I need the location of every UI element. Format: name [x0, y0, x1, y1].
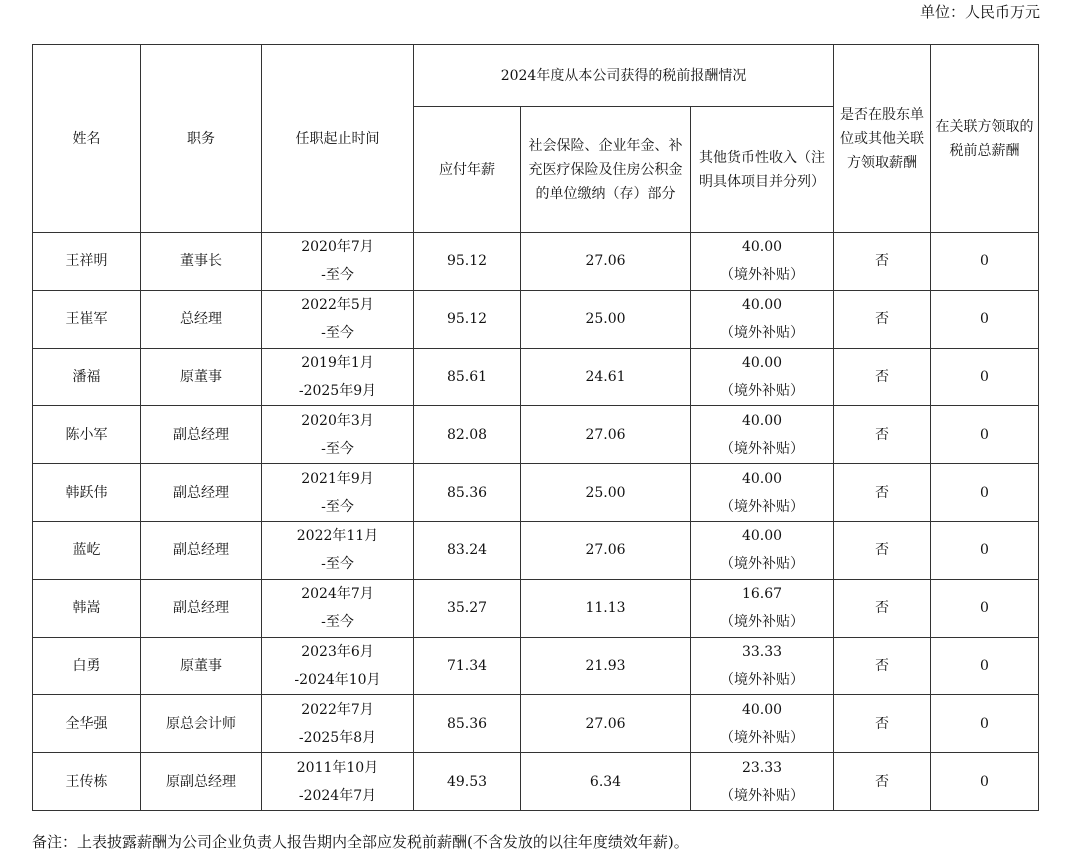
- cell-related-total: 0: [931, 464, 1039, 522]
- cell-other-income-line-1: 40.00: [741, 470, 783, 487]
- table-row: [33, 753, 1039, 811]
- table-header: [33, 45, 1039, 233]
- header-related-total: 在关联方领取的税前总薪酬: [931, 45, 1039, 233]
- cell-tenure-line-2: -至今: [321, 614, 354, 631]
- cell-tenure: [262, 579, 414, 637]
- cell-salary: 71.34: [414, 637, 521, 695]
- cell-name: 白勇: [33, 637, 141, 695]
- cell-tenure: [262, 521, 414, 579]
- cell-tenure-line-2: -2025年9月: [298, 382, 377, 399]
- cell-related-total: 0: [931, 521, 1039, 579]
- cell-shareholder-pay: 否: [834, 753, 931, 811]
- cell-name: 全华强: [33, 695, 141, 753]
- cell-name: 潘福: [33, 348, 141, 406]
- header-name: 姓名: [33, 45, 141, 233]
- cell-salary: 83.24: [414, 521, 521, 579]
- cell-other-income: [691, 406, 834, 464]
- cell-other-income-line-2: （境外补贴）: [720, 382, 804, 399]
- cell-tenure-line-2: -2025年8月: [298, 729, 377, 746]
- header-insurance: 社会保险、企业年金、补充医疗保险及住房公积金的单位缴纳（存）部分: [521, 107, 691, 233]
- cell-position: 副总经理: [141, 521, 262, 579]
- table-row: [33, 464, 1039, 522]
- cell-other-income-line-1: 23.33: [741, 759, 783, 776]
- cell-other-income: [691, 233, 834, 291]
- cell-position: 副总经理: [141, 579, 262, 637]
- cell-insurance: 27.06: [521, 233, 691, 291]
- cell-shareholder-pay: 否: [834, 348, 931, 406]
- cell-tenure-line-1: 2024年7月: [301, 586, 374, 603]
- cell-related-total: 0: [931, 406, 1039, 464]
- cell-other-income-line-2: （境外补贴）: [720, 729, 804, 746]
- cell-shareholder-pay: 否: [834, 579, 931, 637]
- cell-insurance: 25.00: [521, 290, 691, 348]
- cell-related-total: 0: [931, 233, 1039, 291]
- cell-position: 副总经理: [141, 406, 262, 464]
- table-row: [33, 348, 1039, 406]
- cell-position: 副总经理: [141, 464, 262, 522]
- header-tenure: 任职起止时间: [262, 45, 414, 233]
- cell-insurance: 21.93: [521, 637, 691, 695]
- cell-name: 王祥明: [33, 233, 141, 291]
- cell-position: 总经理: [141, 290, 262, 348]
- header-other-income: 其他货币性收入（注明具体项目并分列）: [691, 107, 834, 233]
- cell-salary: 85.36: [414, 464, 521, 522]
- table-row: [33, 406, 1039, 464]
- cell-position: 原董事: [141, 348, 262, 406]
- cell-other-income-line-2: （境外补贴）: [720, 325, 804, 342]
- cell-other-income-line-2: （境外补贴）: [720, 671, 804, 688]
- cell-name: 蓝屹: [33, 521, 141, 579]
- cell-related-total: 0: [931, 753, 1039, 811]
- cell-other-income-line-1: 40.00: [741, 412, 783, 429]
- cell-other-income: [691, 521, 834, 579]
- footnote: 备注：上表披露薪酬为公司企业负责人报告期内全部应发税前薪酬(不含发放的以往年度绩效年薪)。: [32, 833, 689, 851]
- cell-other-income: [691, 290, 834, 348]
- cell-other-income: [691, 695, 834, 753]
- cell-tenure-line-2: -至今: [321, 440, 354, 457]
- cell-related-total: 0: [931, 290, 1039, 348]
- cell-position: 原副总经理: [141, 753, 262, 811]
- header-position: 职务: [141, 45, 262, 233]
- cell-shareholder-pay: 否: [834, 233, 931, 291]
- table-row: [33, 233, 1039, 291]
- unit-label: 单位：人民币万元: [919, 3, 1040, 21]
- cell-related-total: 0: [931, 637, 1039, 695]
- header-compensation-group: 2024年度从本公司获得的税前报酬情况: [414, 45, 834, 107]
- cell-other-income-line-2: （境外补贴）: [720, 556, 804, 573]
- cell-other-income-line-2: （境外补贴）: [720, 440, 804, 457]
- cell-salary: 35.27: [414, 579, 521, 637]
- cell-tenure-line-1: 2021年9月: [301, 470, 374, 487]
- cell-other-income: [691, 348, 834, 406]
- cell-salary: 85.36: [414, 695, 521, 753]
- cell-shareholder-pay: 否: [834, 290, 931, 348]
- cell-tenure: [262, 695, 414, 753]
- cell-related-total: 0: [931, 695, 1039, 753]
- cell-related-total: 0: [931, 348, 1039, 406]
- table-row: [33, 637, 1039, 695]
- header-shareholder-pay: 是否在股东单位或其他关联方领取薪酬: [834, 45, 931, 233]
- cell-related-total: 0: [931, 579, 1039, 637]
- cell-insurance: 6.34: [521, 753, 691, 811]
- header-salary: 应付年薪: [414, 107, 521, 233]
- cell-name: 王传栋: [33, 753, 141, 811]
- cell-tenure: [262, 290, 414, 348]
- cell-insurance: 24.61: [521, 348, 691, 406]
- cell-tenure: [262, 464, 414, 522]
- cell-position: 董事长: [141, 233, 262, 291]
- cell-tenure-line-2: -2024年10月: [294, 671, 381, 688]
- cell-shareholder-pay: 否: [834, 406, 931, 464]
- cell-tenure: [262, 348, 414, 406]
- cell-name: 陈小军: [33, 406, 141, 464]
- table-row: [33, 521, 1039, 579]
- table-row: [33, 579, 1039, 637]
- cell-other-income-line-2: （境外补贴）: [720, 267, 804, 284]
- table-body: [33, 233, 1039, 811]
- cell-tenure-line-2: -2024年7月: [298, 787, 377, 804]
- cell-other-income: [691, 637, 834, 695]
- cell-salary: 49.53: [414, 753, 521, 811]
- cell-shareholder-pay: 否: [834, 637, 931, 695]
- cell-salary: 95.12: [414, 233, 521, 291]
- cell-tenure: [262, 406, 414, 464]
- cell-tenure: [262, 637, 414, 695]
- cell-salary: 82.08: [414, 406, 521, 464]
- cell-other-income-line-2: （境外补贴）: [720, 787, 804, 804]
- cell-position: 原总会计师: [141, 695, 262, 753]
- cell-name: 韩跃伟: [33, 464, 141, 522]
- cell-other-income: [691, 753, 834, 811]
- cell-tenure-line-2: -至今: [321, 498, 354, 515]
- cell-tenure-line-2: -至今: [321, 267, 354, 284]
- cell-shareholder-pay: 否: [834, 521, 931, 579]
- cell-tenure-line-1: 2022年7月: [301, 701, 374, 718]
- cell-insurance: 11.13: [521, 579, 691, 637]
- cell-tenure-line-1: 2020年3月: [301, 412, 374, 429]
- cell-other-income-line-2: （境外补贴）: [720, 498, 804, 515]
- cell-position: 原董事: [141, 637, 262, 695]
- cell-salary: 85.61: [414, 348, 521, 406]
- cell-other-income: [691, 464, 834, 522]
- cell-insurance: 27.06: [521, 521, 691, 579]
- table-row: [33, 695, 1039, 753]
- cell-tenure-line-1: 2011年10月: [296, 759, 379, 776]
- cell-insurance: 25.00: [521, 464, 691, 522]
- cell-tenure-line-1: 2022年5月: [301, 297, 374, 314]
- cell-other-income-line-1: 33.33: [741, 643, 783, 660]
- cell-insurance: 27.06: [521, 695, 691, 753]
- cell-shareholder-pay: 否: [834, 464, 931, 522]
- cell-tenure: [262, 233, 414, 291]
- cell-salary: 95.12: [414, 290, 521, 348]
- cell-tenure: [262, 753, 414, 811]
- cell-other-income-line-1: 16.67: [741, 586, 783, 603]
- cell-other-income-line-1: 40.00: [741, 528, 783, 545]
- cell-other-income-line-1: 40.00: [741, 297, 783, 314]
- cell-shareholder-pay: 否: [834, 695, 931, 753]
- cell-other-income-line-1: 40.00: [741, 701, 783, 718]
- cell-other-income-line-2: （境外补贴）: [720, 614, 804, 631]
- cell-insurance: 27.06: [521, 406, 691, 464]
- cell-other-income-line-1: 40.00: [741, 354, 783, 371]
- cell-name: 韩嵩: [33, 579, 141, 637]
- compensation-table: [32, 44, 1039, 811]
- cell-tenure-line-1: 2022年11月: [296, 528, 379, 545]
- table-row: [33, 290, 1039, 348]
- cell-tenure-line-2: -至今: [321, 325, 354, 342]
- cell-tenure-line-1: 2020年7月: [301, 239, 374, 256]
- cell-other-income: [691, 579, 834, 637]
- cell-other-income-line-1: 40.00: [741, 239, 783, 256]
- cell-tenure-line-1: 2019年1月: [301, 354, 374, 371]
- cell-tenure-line-1: 2023年6月: [301, 643, 374, 660]
- cell-tenure-line-2: -至今: [321, 556, 354, 573]
- cell-name: 王崔军: [33, 290, 141, 348]
